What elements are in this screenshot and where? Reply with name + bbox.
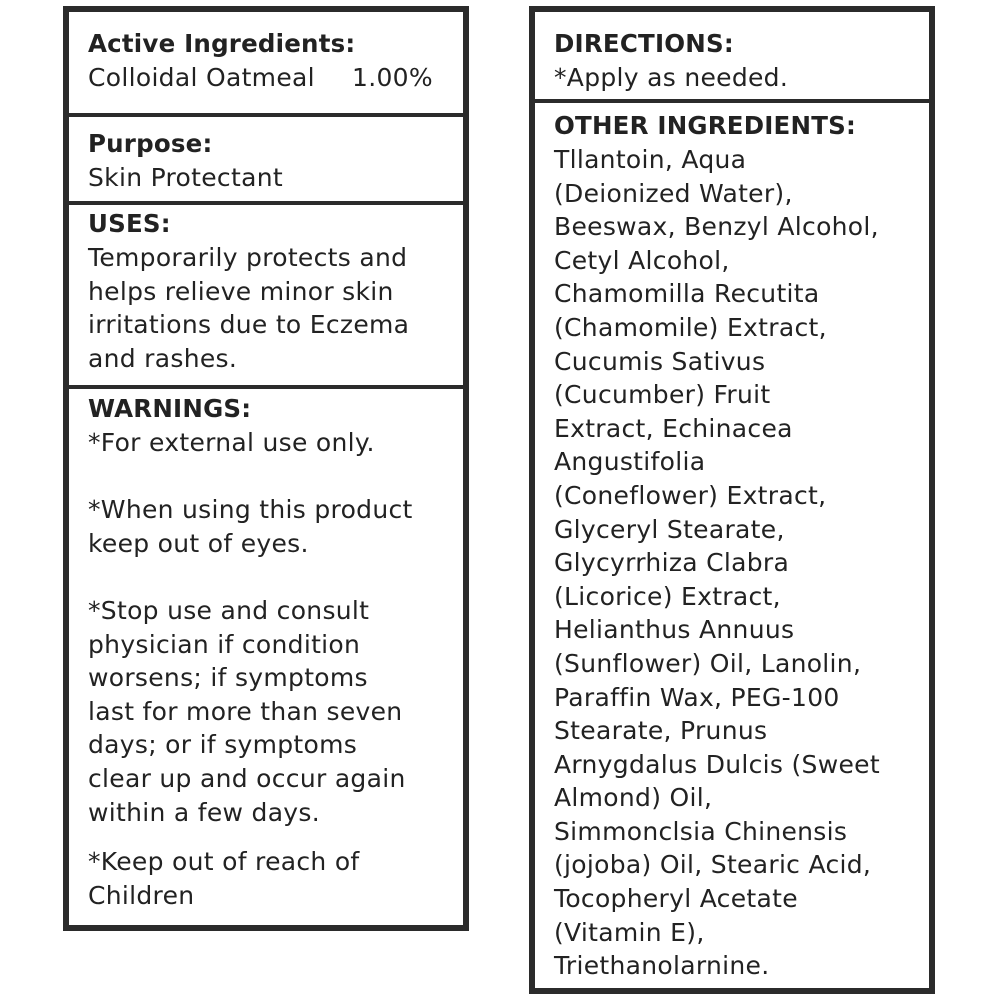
warning-eyes: *When using this product keep out of eyes. bbox=[88, 495, 413, 558]
warning-stop-use: *Stop use and consult physician if condition worsens; if symptoms last for more than seven days; or if symptoms clear up and occur again within a few days. bbox=[88, 596, 406, 827]
other-ingredients-heading: OTHER INGREDIENTS: bbox=[554, 111, 856, 140]
directions-heading: DIRECTIONS: bbox=[554, 29, 734, 58]
uses-heading: USES: bbox=[88, 209, 171, 238]
active-ingredients-heading: Active Ingredients: bbox=[88, 29, 356, 58]
purpose-text: Skin Protectant bbox=[88, 163, 283, 192]
purpose-section bbox=[69, 117, 463, 201]
uses-section bbox=[69, 205, 463, 385]
active-ingredients-section bbox=[69, 12, 463, 112]
left-label-panel bbox=[63, 6, 469, 931]
active-ingredient-amount: 1.00% bbox=[352, 63, 433, 92]
warnings-heading: WARNINGS: bbox=[88, 394, 252, 423]
other-ingredients-list: Tllantoin, Aqua (Deionized Water), Beeswax, Benzyl Alcohol, Cetyl Alcohol, Chamomilla Recutita (Chamomile) Extract, Cucumis Sativus (Cucumber) Fruit Extract, Echinacea Angustifolia (Coneflower) Extract, Glyceryl Stearate, Glycyrrhiza Clabra (Licorice) Extract, Helianthus Annuus (Sunflower) Oil, Lanolin, Paraffin Wax, PEG-100 Stearate, Prunus Arnygdalus Dulcis (Sweet Almond) Oil, Simmonclsia Chinensis (jojoba) Oil, Stearic Acid, Tocopheryl Acetate (Vitamin E), Triethanolarnine. bbox=[554, 145, 880, 981]
right-label-panel bbox=[529, 6, 935, 994]
other-ingredients-section bbox=[535, 103, 929, 983]
warning-children: *Keep out of reach of Children bbox=[88, 847, 360, 910]
warning-external-use: *For external use only. bbox=[88, 428, 375, 457]
directions-text: *Apply as needed. bbox=[554, 63, 789, 92]
purpose-heading: Purpose: bbox=[88, 129, 213, 158]
warnings-section bbox=[69, 389, 463, 929]
directions-section bbox=[535, 12, 929, 98]
uses-text: Temporarily protects and helps relieve minor skin irritations due to Eczema and rashes. bbox=[88, 243, 410, 373]
active-ingredient-name: Colloidal Oatmeal bbox=[88, 63, 315, 92]
